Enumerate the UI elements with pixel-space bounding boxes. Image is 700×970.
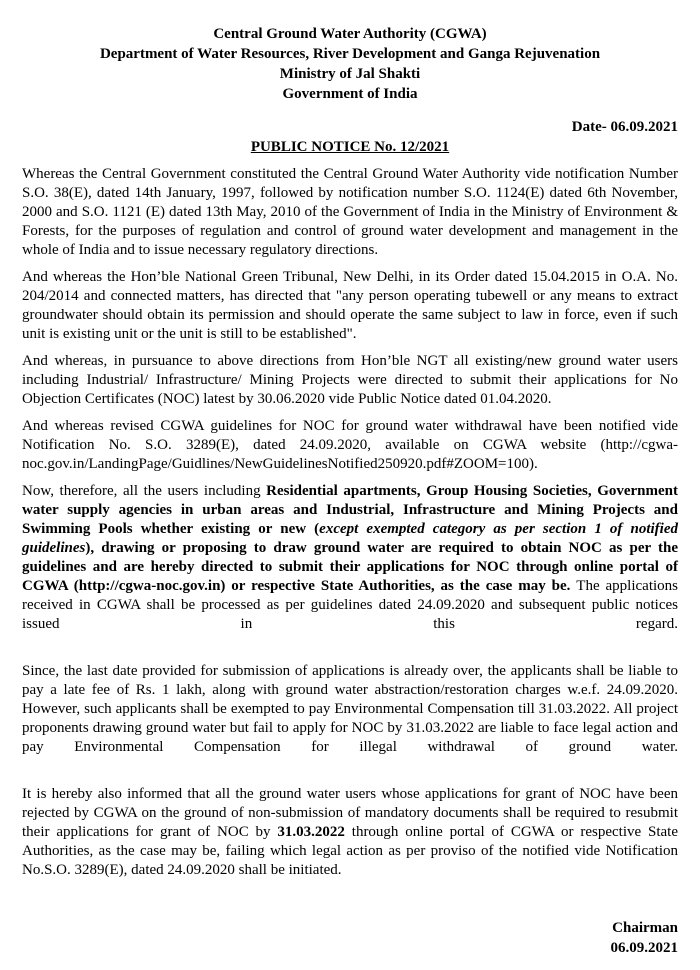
header-line-government: Government of India bbox=[282, 86, 418, 102]
text-segment: ), drawing or proposing to draw ground water are required to obtain NOC as per the guidelines and are hereby directed to submit their applications for NOC through online portal of CGWA (http://cgwa-noc.gov.in) or respective State Authorities, as the case may be. bbox=[22, 540, 678, 594]
notice-title: PUBLIC NOTICE No. 12/2021 bbox=[250, 139, 450, 155]
text-segment: through online portal of CGWA or respective State Authorities, as the case may be, failing which legal action as per proviso of the notified vide Notification No.S.O. 3289(E), dated 24.09.2020 shall be initiated. bbox=[22, 824, 679, 878]
paragraph-ngt-order bbox=[22, 268, 678, 344]
text-segment: And whereas revised CGWA guidelines for NOC for ground water withdrawal have been notified vide Notification No. S.O. 3289(E), dated 24.09.2020, available on CGWA website (http://cgwa-noc.gov.in/LandingPage/Guidlines/NewGuidelinesNotified250920.pdf#ZOOM=100). bbox=[22, 418, 678, 472]
text-segment: Since, the last date provided for submission of applications is already over, the applicants shall be liable to pay a late fee of Rs. 1 lakh, along with ground water abstraction/restoration charges w.e.f. 24.09.2020. However, such applicants shall be exempted to pay Environmental Compensation till 31.03.2022. All project proponents drawing ground water but fail to apply for NOC by 31.03.2022 are liable to face legal action and pay Environmental Compensation for illegal withdrawal of ground water. bbox=[22, 663, 678, 755]
text-segment: And whereas, in pursuance to above directions from Hon’ble NGT all existing/new ground water users including Industrial/ Infrastructure/ Mining Projects were directed to submit their applications for No Objection Certificates (NOC) latest by 30.06.2020 vide Public Notice dated 01.04.2020. bbox=[22, 353, 678, 407]
text-segment: It is hereby also informed that all the ground water users whose applications for grant of NOC have been rejected by CGWA on the ground of non-submission of mandatory documents shall be required to resubmit their applications for grant of NOC by bbox=[22, 786, 678, 840]
paragraph-late-fee bbox=[22, 662, 678, 757]
text-segment: The applications received in CGWA shall be processed as per guidelines dated 24.09.2020 and subsequent public notices issued in this regard. bbox=[22, 578, 678, 632]
header-line-ministry: Ministry of Jal Shakti bbox=[279, 66, 421, 82]
date-line: Date- 06.09.2021 bbox=[571, 119, 678, 135]
text-segment: except exempted category as per section 1 of notified guidelines bbox=[22, 521, 678, 556]
paragraph-revised-guidelines bbox=[22, 417, 678, 474]
notice-body bbox=[22, 165, 678, 880]
text-segment: 31.03.2022 bbox=[277, 824, 345, 840]
header-line-authority: Central Ground Water Authority (CGWA) bbox=[213, 26, 487, 42]
paragraph-resubmission bbox=[22, 785, 678, 880]
signature-block bbox=[22, 918, 678, 958]
paragraph-whereas-constitution bbox=[22, 165, 678, 260]
paragraph-now-therefore bbox=[22, 482, 678, 634]
paragraph-noc-directive bbox=[22, 352, 678, 409]
text-segment: Whereas the Central Government constituted the Central Ground Water Authority vide notification Number S.O. 38(E), dated 14th January, 1997, followed by notification number S.O. 1124(E) dated 6th November, 2000 and S.O. 1121 (E) dated 13th May, 2010 of the Government of India in the Ministry of Environment & Forests, for the purposes of regulation and control of ground water development and management in the whole of India and to issue necessary regulatory directions. bbox=[22, 166, 678, 258]
text-segment: And whereas the Hon’ble National Green Tribunal, New Delhi, in its Order dated 15.04.2015 in O.A. No. 204/2014 and connected matters, has directed that "any person operating tubewell or any means to extract groundwater should obtain its permission and should operate the same subject to law in force, even if such unit is existing unit or the unit is still to be established". bbox=[22, 269, 678, 342]
text-segment: Residential apartments, Group Housing Societies, Government water supply agencies in urban areas and Industrial, Infrastructure and Mining Projects and Swimming Pools whether existing or new ( bbox=[22, 483, 679, 537]
header-line-department: Department of Water Resources, River Development and Ganga Rejuvenation bbox=[99, 46, 601, 62]
signatory-title: Chairman bbox=[612, 920, 678, 936]
text-segment: Now, therefore, all the users including bbox=[22, 483, 267, 499]
signature-date: 06.09.2021 bbox=[610, 940, 678, 956]
document-header bbox=[22, 24, 678, 104]
